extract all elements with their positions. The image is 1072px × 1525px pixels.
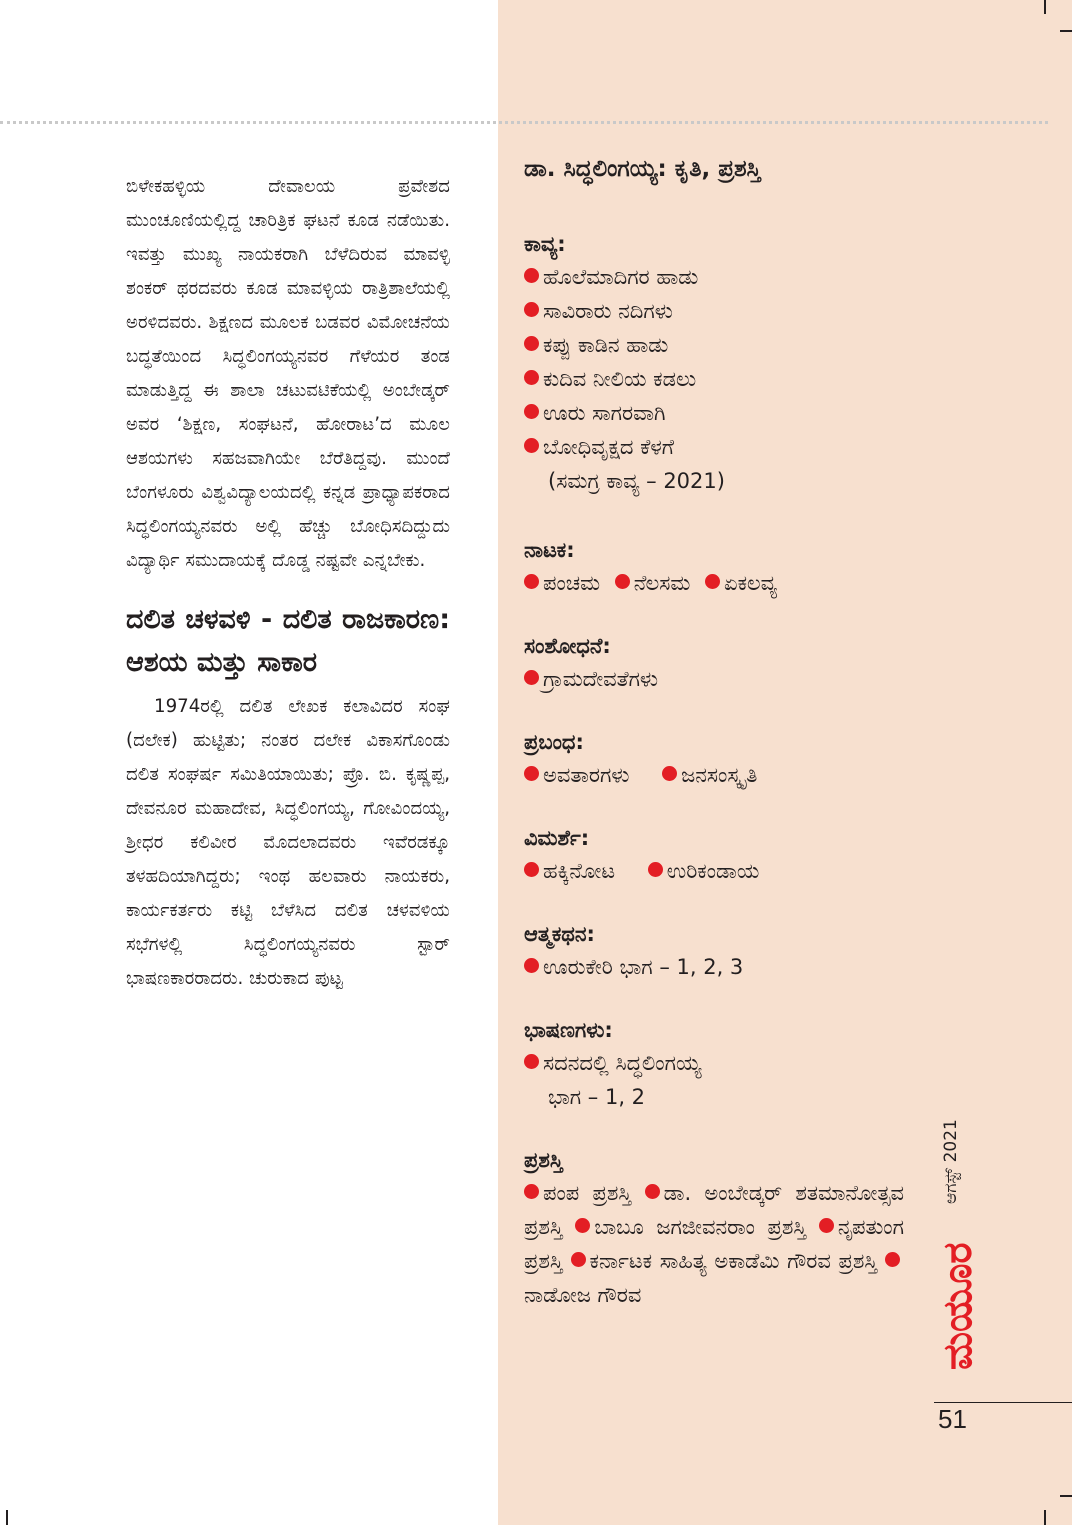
bullet-dot-icon: [524, 958, 539, 973]
bullet-dot-icon: [524, 1184, 539, 1199]
list-item: ಸದನದಲ್ಲಿ ಸಿದ್ಧಲಿಂಗಯ್ಯ: [524, 1046, 904, 1080]
category-samshodhane: [524, 630, 904, 696]
box-title: ಡಾ. ಸಿದ್ಧಲಿಂಗಯ್ಯ: ಕೃತಿ, ಪ್ರಶಸ್ತಿ: [524, 156, 761, 182]
article-paragraph: ಬಿಳೇಕಹಳ್ಳಿಯ ದೇವಾಲಯ ಪ್ರವೇಶದ ಮುಂಚೂಣಿಯಲ್ಲಿದ್ದ ಚಾರಿತ್ರಿಕ ಘಟನೆ ಕೂಡ ನಡೆಯಿತು. ಇವತ್ತು ಮುಖ್ಯ ನಾಯಕರಾಗಿ ಬೆಳೆದಿರುವ ಮಾವಳ್ಳಿ ಶಂಕರ್ ಥರದವರು ಕೂಡ ಮಾವಳ್ಳಿಯ ರಾತ್ರಿಶಾಲೆಯಲ್ಲಿ ಅರಳಿದವರು. ಶಿಕ್ಷಣದ ಮೂಲಕ ಬಡವರ ವಿಮೋಚನೆಯ ಬದ್ಧತೆಯಿಂದ ಸಿದ್ಧಲಿಂಗಯ್ಯನವರ ಗೆಳೆಯರ ತಂಡ ಮಾಡುತ್ತಿದ್ದ ಈ ಶಾಲಾ ಚಟುವಟಿಕೆಯಲ್ಲಿ ಅಂಬೇಡ್ಕರ್ ಅವರ ‘ಶಿಕ್ಷಣ, ಸಂಘಟನೆ, ಹೋರಾಟ’ದ ಮೂಲ ಆಶಯಗಳು ಸಹಜವಾಗಿಯೇ ಬೆರೆತಿದ್ದವು. ಮುಂದೆ ಬೆಂಗಳೂರು ವಿಶ್ವವಿದ್ಯಾಲಯದಲ್ಲಿ ಕನ್ನಡ ಪ್ರಾಧ್ಯಾಪಕರಾದ ಸಿದ್ಧಲಿಂಗಯ್ಯನವರು ಅಲ್ಲಿ ಹೆಚ್ಚು ಬೋಧಿಸದಿದ್ದುದು ವಿದ್ಯಾರ್ಥಿ ಸಮುದಾಯಕ್ಕೆ ದೊಡ್ಡ ನಷ್ಟವೇ ಎನ್ನಬೇಕು.: [126, 176, 450, 571]
bullet-dot-icon: [524, 336, 539, 351]
section-heading: ದಲಿತ ಚಳವಳಿ - ದಲಿತ ರಾಜಕಾರಣ: ಆಶಯ ಮತ್ತು ಸಾಕಾರ: [126, 604, 450, 678]
category-heading: ಕಾವ್ಯ:: [524, 232, 566, 256]
list-item: ಊರುಕೇರಿ ಭಾಗ – 1, 2, 3: [524, 950, 904, 984]
list-item: ಗ್ರಾಮದೇವತೆಗಳು: [524, 662, 904, 696]
category-heading: ಸಂಶೋಧನೆ:: [524, 634, 611, 658]
bullet-dot-icon: [524, 670, 539, 685]
bullet-dot-icon: [885, 1252, 900, 1267]
bullet-dot-icon: [524, 1054, 539, 1069]
bullet-dot-icon: [524, 766, 539, 781]
list-item: ಕಪ್ಪು ಕಾಡಿನ ಹಾಡು: [524, 328, 904, 362]
list-item: ನಾಡೋಜ ಗೌರವ: [524, 1249, 904, 1307]
list-item: ಡಾ. ಅಂಬೇಡ್ಕರ್ ಶತಮಾನೋತ್ಸವ ಪ್ರಶಸ್ತಿ: [524, 1181, 904, 1239]
category-heading: ವಿಮರ್ಶೆ:: [524, 826, 590, 850]
crop-mark-right-bottom: [1060, 1495, 1072, 1497]
category-prabandha: [524, 726, 904, 792]
bullet-dot-icon: [524, 268, 539, 283]
list-item: ಬೋಧಿವೃಕ್ಷದ ಕೆಳಗೆ: [524, 430, 904, 464]
category-prashasti: [524, 1144, 904, 1312]
bullet-dot-icon: [524, 862, 539, 877]
list-item: ಅವತಾರಗಳು: [524, 763, 629, 787]
list-item: ಕರ್ನಾಟಕ ಸಾಹಿತ್ಯ ಅಕಾಡೆಮಿ ಗೌರವ ಪ್ರಶಸ್ತಿ: [571, 1249, 878, 1273]
category-heading: ಆತ್ಮಕಥನ:: [524, 922, 595, 946]
bullet-dot-icon: [524, 404, 539, 419]
list-item: ಕುದಿವ ನೀಲಿಯ ಕಡಲು: [524, 362, 904, 396]
bullet-dot-icon: [615, 574, 630, 589]
list-item-continuation: ಭಾಗ – 1, 2: [548, 1085, 646, 1109]
list-item: ನೆಲಸಮ: [615, 571, 691, 595]
magazine-logo: [928, 1242, 988, 1370]
category-heading: ಪ್ರಬಂಧ:: [524, 730, 584, 754]
dotted-divider: [0, 121, 1048, 124]
category-heading: ನಾಟಕ:: [524, 538, 575, 562]
list-item: ಉರಿಕಂಡಾಯ: [648, 859, 760, 883]
list-item: ಏಕಲವ್ಯ: [705, 571, 777, 595]
bullet-dot-icon: [571, 1252, 586, 1267]
bullet-dot-icon: [524, 370, 539, 385]
list-item: ಹೊಲೆಮಾದಿಗರ ಹಾಡು: [524, 260, 904, 294]
magazine-name: ಮಯೂರ: [935, 1242, 981, 1370]
crop-mark-bottom-left: [6, 1510, 8, 1525]
list-item: ಹಕ್ಕಿನೋಟ: [524, 859, 615, 883]
bullet-dot-icon: [524, 302, 539, 317]
list-item: ಊರು ಸಾಗರವಾಗಿ: [524, 396, 904, 430]
category-vimarshe: [524, 822, 904, 888]
article-body: [126, 170, 450, 996]
list-item: ನೃಪತುಂಗ ಪ್ರಶಸ್ತಿ: [524, 1215, 904, 1273]
list-item: ಬಾಬೂ ಜಗಜೀವನರಾಂ ಪ್ರಶಸ್ತಿ: [575, 1215, 806, 1239]
bullet-dot-icon: [819, 1218, 834, 1233]
awards-list: [524, 1176, 904, 1312]
bullet-dot-icon: [648, 862, 663, 877]
crop-mark-right-top: [1060, 30, 1072, 32]
bullet-dot-icon: [662, 766, 677, 781]
list-item: ಪಂಪ ಪ್ರಶಸ್ತಿ: [524, 1181, 631, 1205]
page-number: 51: [938, 1404, 967, 1434]
category-kavya: [524, 228, 904, 498]
bullet-dot-icon: [524, 574, 539, 589]
list-item: ಪಂಚಮ: [524, 571, 600, 595]
category-bhashanagalu: [524, 1014, 904, 1114]
footer-rule: [934, 1402, 1072, 1403]
bullet-dot-icon: [524, 438, 539, 453]
category-nataka: [524, 534, 904, 600]
article-paragraph: 1974ರಲ್ಲಿ ದಲಿತ ಲೇಖಕ ಕಲಾವಿದರ ಸಂಘ (ದಲೇಕ) ಹುಟ್ಟಿತು; ನಂತರ ದಲೇಕ ವಿಕಾಸಗೊಂಡು ದಲಿತ ಸಂಘರ್ಷ ಸಮಿತಿಯಾಯಿತು; ಪ್ರೊ. ಬಿ. ಕೃಷ್ಣಪ್ಪ, ದೇವನೂರ ಮಹಾದೇವ, ಸಿದ್ಧಲಿಂಗಯ್ಯ, ಗೋವಿಂದಯ್ಯ, ಶ್ರೀಧರ ಕಲಿವೀರ ಮೊದಲಾದವರು ಇವೆರಡಕ್ಕೂ ತಳಹದಿಯಾಗಿದ್ದರು; ಇಂಥ ಹಲವಾರು ನಾಯಕರು, ಕಾರ್ಯಕರ್ತರು ಕಟ್ಟಿ ಬೆಳೆಸಿದ ದಲಿತ ಚಳವಳಿಯ ಸಭೆಗಳಲ್ಲಿ ಸಿದ್ಧಲಿಂಗಯ್ಯನವರು ಸ್ಟಾರ್ ಭಾಷಣಕಾರರಾದರು. ಚುರುಕಾದ ಪುಟ್ಟ: [126, 696, 450, 989]
list-item: ಜನಸಂಸ್ಕೃತಿ: [662, 763, 757, 787]
issue-date: ಆಗಸ್ಟ್ 2021: [941, 1119, 961, 1204]
kavya-note: (ಸಮಗ್ರ ಕಾವ್ಯ – 2021): [548, 469, 725, 493]
bullet-dot-icon: [575, 1218, 590, 1233]
list-item: ಸಾವಿರಾರು ನದಿಗಳು: [524, 294, 904, 328]
works-awards-box: [524, 152, 904, 1312]
bullet-dot-icon: [705, 574, 720, 589]
bullet-dot-icon: [645, 1184, 660, 1199]
crop-mark-bottom-right: [1044, 1510, 1046, 1525]
category-atmakathana: [524, 918, 904, 984]
category-heading: ಪ್ರಶಸ್ತಿ: [524, 1148, 563, 1172]
category-heading: ಭಾಷಣಗಳು:: [524, 1018, 613, 1042]
crop-mark-top-right: [1044, 0, 1046, 14]
